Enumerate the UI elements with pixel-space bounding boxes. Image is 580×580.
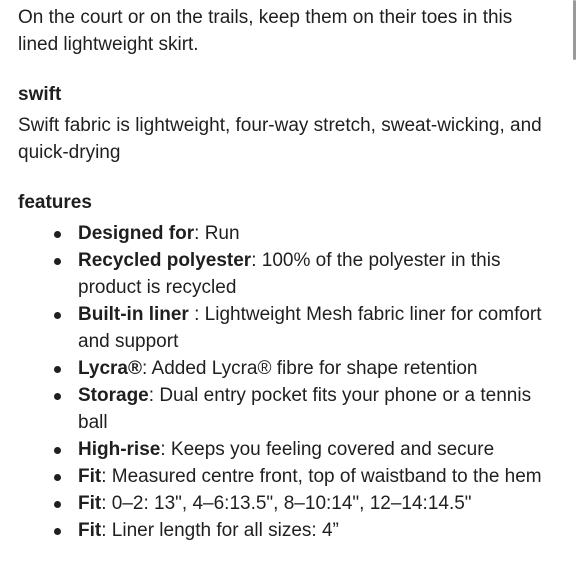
feature-separator: : xyxy=(101,493,112,514)
product-description xyxy=(18,4,548,544)
feature-separator: : xyxy=(142,358,152,379)
feature-item xyxy=(18,517,548,544)
feature-item xyxy=(18,355,548,382)
feature-text: Added Lycra® fibre for shape retention xyxy=(151,358,478,379)
scrollbar[interactable] xyxy=(573,0,576,60)
feature-text: 0–2: 13", 4–6:13.5", 8–10:14", 12–14:14.5" xyxy=(111,493,472,514)
bullet-icon xyxy=(54,501,61,508)
feature-separator: : xyxy=(194,223,205,244)
feature-label: Fit xyxy=(78,520,102,541)
feature-item xyxy=(18,436,548,463)
feature-label: Recycled polyester xyxy=(78,250,252,271)
bullet-icon xyxy=(54,528,61,535)
bullet-icon xyxy=(54,447,61,454)
feature-separator: : xyxy=(188,304,205,325)
feature-item xyxy=(18,382,548,436)
feature-text: Run xyxy=(204,223,240,244)
swift-description: Swift fabric is lightweight, four-way stretch, sweat-wicking, and quick-drying xyxy=(18,115,542,163)
feature-label: Designed for xyxy=(78,223,195,244)
bullet-icon xyxy=(54,474,61,481)
feature-separator: : xyxy=(251,250,262,271)
bullet-icon xyxy=(54,258,61,265)
bullet-icon xyxy=(54,312,61,319)
feature-text: Lightweight Mesh fabric liner for comfort and support xyxy=(78,304,542,352)
feature-text: Dual entry pocket fits your phone or a tennis ball xyxy=(78,385,532,433)
feature-label: Built-in liner xyxy=(78,304,189,325)
feature-label: Fit xyxy=(78,466,102,487)
feature-item xyxy=(18,301,548,355)
swift-heading: swift xyxy=(18,84,62,105)
feature-separator: : xyxy=(101,466,112,487)
feature-label: Storage xyxy=(78,385,149,406)
feature-text: Keeps you feeling covered and secure xyxy=(170,439,495,460)
features-list xyxy=(18,220,548,544)
feature-separator: : xyxy=(148,385,160,406)
intro-text: On the court or on the trails, keep them on their toes in this lined lightweight skirt. xyxy=(18,7,513,55)
feature-label: High-rise xyxy=(78,439,161,460)
feature-label: Fit xyxy=(78,493,102,514)
bullet-icon xyxy=(54,393,61,400)
feature-label: Lycra® xyxy=(78,358,142,379)
feature-text: Liner length for all sizes: 4” xyxy=(111,520,339,541)
feature-text: 100% of the polyester in this product is recycled xyxy=(78,250,501,298)
feature-item xyxy=(18,247,548,301)
bullet-icon xyxy=(54,366,61,373)
feature-separator: : xyxy=(101,520,112,541)
feature-text: Measured centre front, top of waistband to the hem xyxy=(111,466,542,487)
bullet-icon xyxy=(54,231,61,238)
feature-item xyxy=(18,490,548,517)
feature-item xyxy=(18,463,548,490)
feature-separator: : xyxy=(160,439,171,460)
features-heading: features xyxy=(18,192,92,213)
feature-item xyxy=(18,220,548,247)
